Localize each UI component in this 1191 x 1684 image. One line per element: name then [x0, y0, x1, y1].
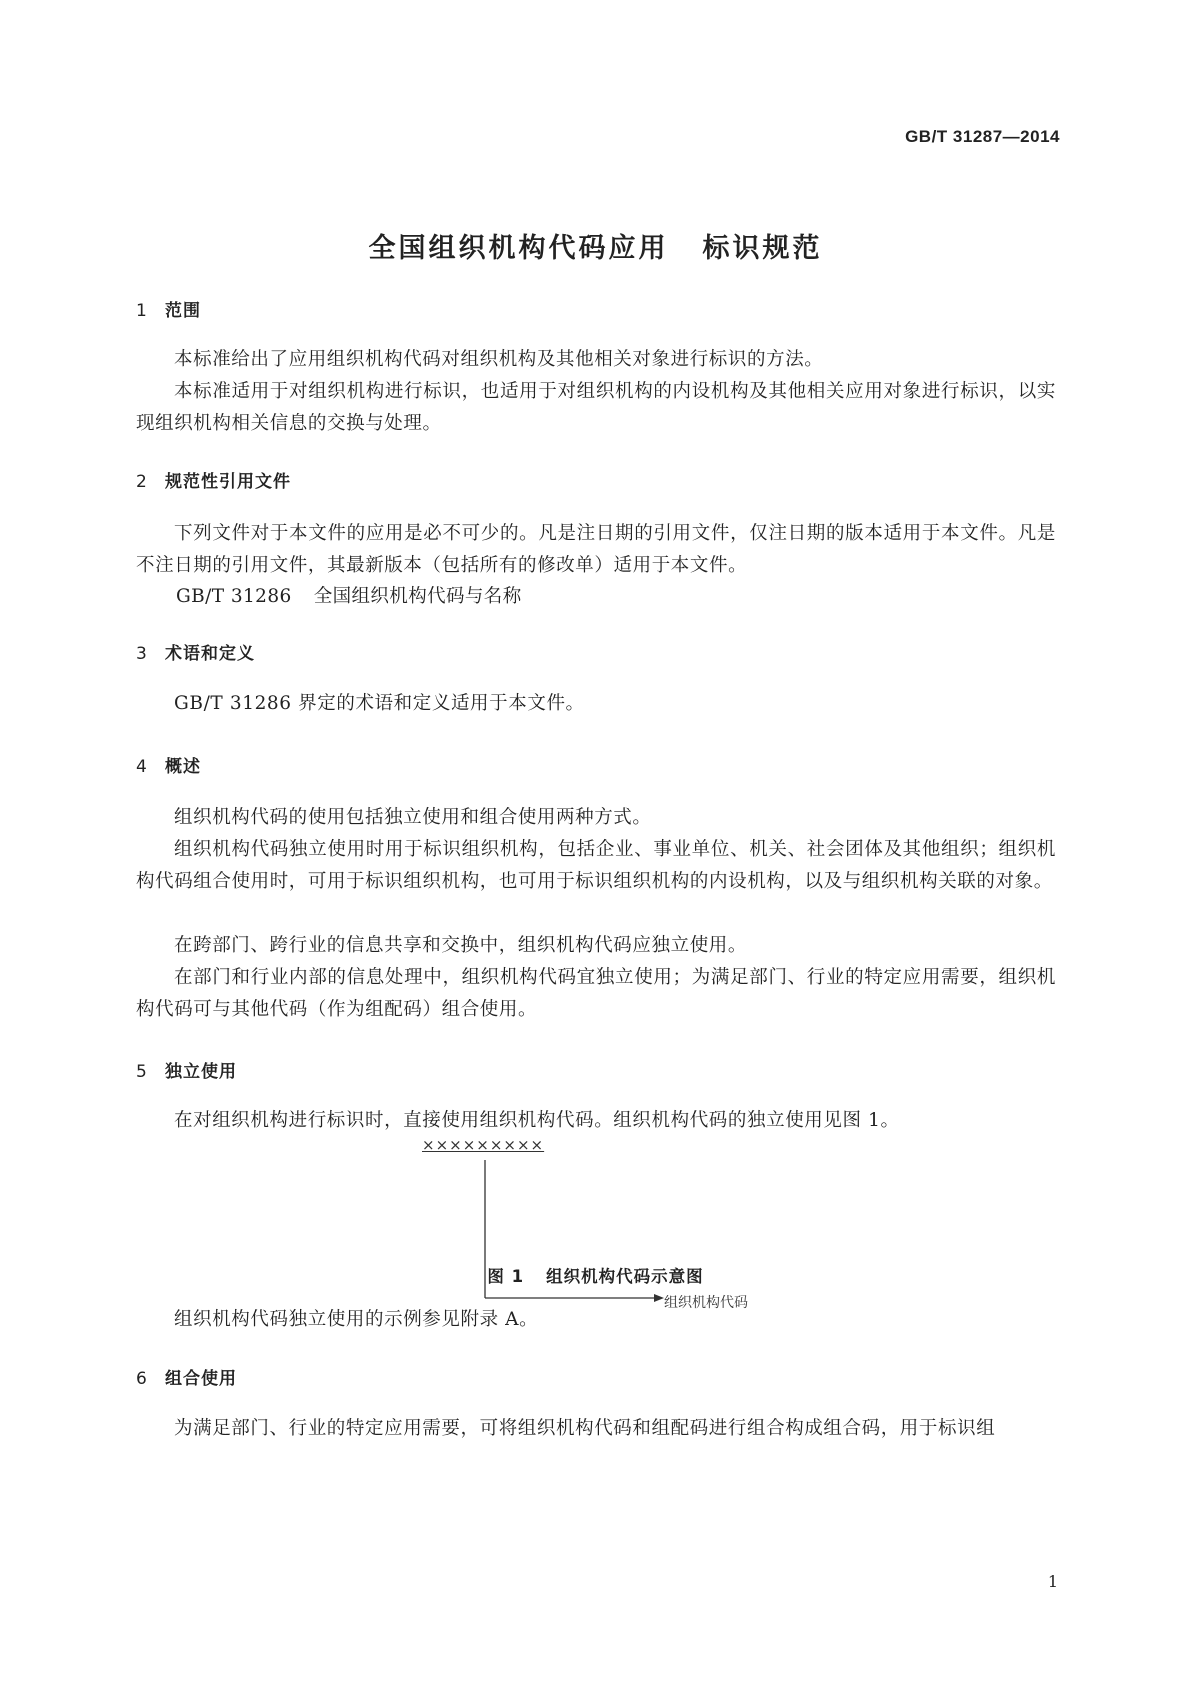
reference-name: 全国组织机构代码与名称 [313, 586, 522, 607]
section-title: 范围 [165, 301, 201, 321]
title-part-2: 标识规范 [702, 233, 823, 264]
code-label: 组织机构代码 [664, 1295, 748, 1311]
code-placeholder: ××××××××× [422, 1136, 545, 1154]
section-number: 1 [136, 301, 148, 321]
paragraph: 下列文件对于本文件的应用是必不可少的。凡是注日期的引用文件，仅注日期的版本适用于本文件。凡是不注日期的引用文件，其最新版本（包括所有的修改单）适用于本文件。 [136, 523, 1056, 576]
paragraph: 组织机构代码独立使用时用于标识组织机构，包括企业、事业单位、机关、社会团体及其他组织；组织机构代码组合使用时，可用于标识组织机构，也可用于标识组织机构的内设机构，以及与组织机构关联的对象。 [136, 839, 1056, 892]
paragraph: GB/T 31286 界定的术语和定义适用于本文件。 [174, 693, 585, 714]
section-number: 6 [136, 1369, 148, 1389]
standard-code: GB/T 31287—2014 [905, 127, 1060, 146]
section-number: 5 [136, 1062, 148, 1082]
section-title: 概述 [165, 757, 201, 777]
paragraph: 本标准适用于对组织机构进行标识，也适用于对组织机构的内设机构及其他相关应用对象进行标识，以实现组织机构相关信息的交换与处理。 [136, 381, 1056, 434]
section-number: 3 [136, 644, 148, 664]
section-title: 术语和定义 [165, 644, 255, 664]
section-title: 组合使用 [165, 1369, 237, 1389]
paragraph: 组织机构代码独立使用的示例参见附录 A。 [174, 1309, 539, 1330]
paragraph: 在对组织机构进行标识时，直接使用组织机构代码。组织机构代码的独立使用见图 1。 [174, 1110, 900, 1131]
arrow-head-icon [654, 1294, 664, 1302]
title-part-1: 全国组织机构代码应用 [368, 233, 669, 264]
figure-number: 图 1 [487, 1267, 525, 1286]
paragraph: 组织机构代码的使用包括独立使用和组合使用两种方式。 [174, 807, 652, 828]
section-title: 规范性引用文件 [165, 472, 291, 492]
figure-caption [0, 1263, 1191, 1287]
section-heading-6 [136, 1364, 237, 1389]
section-title: 独立使用 [165, 1062, 237, 1082]
paragraph: 本标准给出了应用组织机构代码对组织机构及其他相关对象进行标识的方法。 [174, 349, 824, 370]
page-number: 1 [1047, 1572, 1058, 1591]
section-number: 2 [136, 472, 148, 492]
reference-code: GB/T 31286 [176, 586, 292, 607]
section-number: 4 [136, 757, 148, 777]
figure-caption-text: 组织机构代码示意图 [546, 1267, 704, 1286]
paragraph: 在跨部门、跨行业的信息共享和交换中，组织机构代码应独立使用。 [174, 935, 748, 956]
paragraph: 为满足部门、行业的特定应用需要，可将组织机构代码和组配码进行组合构成组合码，用于标识组 [174, 1418, 996, 1439]
paragraph: 在部门和行业内部的信息处理中，组织机构代码宜独立使用；为满足部门、行业的特定应用需要，组织机构代码可与其他代码（作为组配码）组合使用。 [136, 967, 1056, 1020]
